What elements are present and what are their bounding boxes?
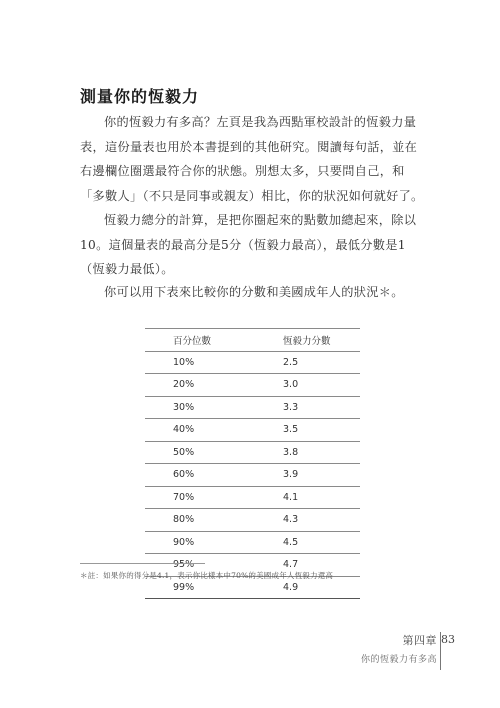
cell-score: 4.1 (253, 486, 360, 509)
cell-percentile: 70% (145, 486, 253, 509)
cell-score: 4.9 (253, 576, 360, 599)
paragraph-intro: 你的恆毅力有多高？左頁是我為西點軍校設計的恆毅力量表，這份量表也用於本書提到的其他研究。閱讀每句話，並在右邊欄位圈選最符合你的狀態。別想太多，只要問自己，和「多數人」（不只是同事或親友）相比，你的狀況如何就好了。 (80, 115, 424, 203)
paragraph-scoring: 恆毅力總分的計算，是把你圈起來的點數加總起來，除以10。這個量表的最高分是5分（恆毅力最高），最低分數是1（恆毅力最低）。 (80, 213, 417, 276)
cell-score: 3.0 (253, 374, 360, 397)
cell-score: 3.9 (253, 464, 360, 487)
cell-percentile: 50% (145, 441, 253, 464)
cell-score: 3.5 (253, 419, 360, 442)
table-row (145, 441, 360, 464)
table-row (145, 486, 360, 509)
table-row (145, 509, 360, 532)
cell-score: 4.3 (253, 509, 360, 532)
table-row (145, 464, 360, 487)
cell-percentile: 10% (145, 351, 253, 374)
chapter-title: 你的恆毅力有多高 (360, 655, 437, 665)
page-number: 83 (441, 633, 455, 646)
section-heading: 測量你的恆毅力 (80, 87, 200, 106)
cell-percentile: 30% (145, 396, 253, 419)
cell-percentile: 20% (145, 374, 253, 397)
cell-percentile: 90% (145, 531, 253, 554)
paragraph-compare: 你可以用下表來比較你的分數和美國成年人的狀況＊。 (104, 285, 404, 299)
table-row (145, 374, 360, 397)
cell-percentile: 40% (145, 419, 253, 442)
cell-score: 3.3 (253, 396, 360, 419)
chapter-label: 第四章 (402, 634, 437, 647)
cell-score: 3.8 (253, 441, 360, 464)
table-row (145, 396, 360, 419)
table-row (145, 531, 360, 554)
cell-percentile: 60% (145, 464, 253, 487)
header-percentile: 百分位數 (145, 329, 253, 352)
footnote: ＊註：如果你的得分是4.1，表示你比樣本中70%的美國成年人恆毅力還高 (80, 571, 334, 580)
cell-score: 4.7 (253, 554, 360, 577)
table-row (145, 351, 360, 374)
percentile-table (145, 328, 360, 599)
cell-percentile: 80% (145, 509, 253, 532)
running-footer (361, 632, 437, 665)
table-row (145, 419, 360, 442)
header-grit-score: 恆毅力分數 (253, 329, 360, 352)
cell-percentile: 95% (145, 554, 253, 577)
cell-score: 2.5 (253, 351, 360, 374)
footnote-divider (80, 563, 205, 564)
cell-percentile: 99% (145, 576, 253, 599)
table-header-row (145, 329, 360, 352)
cell-score: 4.5 (253, 531, 360, 554)
